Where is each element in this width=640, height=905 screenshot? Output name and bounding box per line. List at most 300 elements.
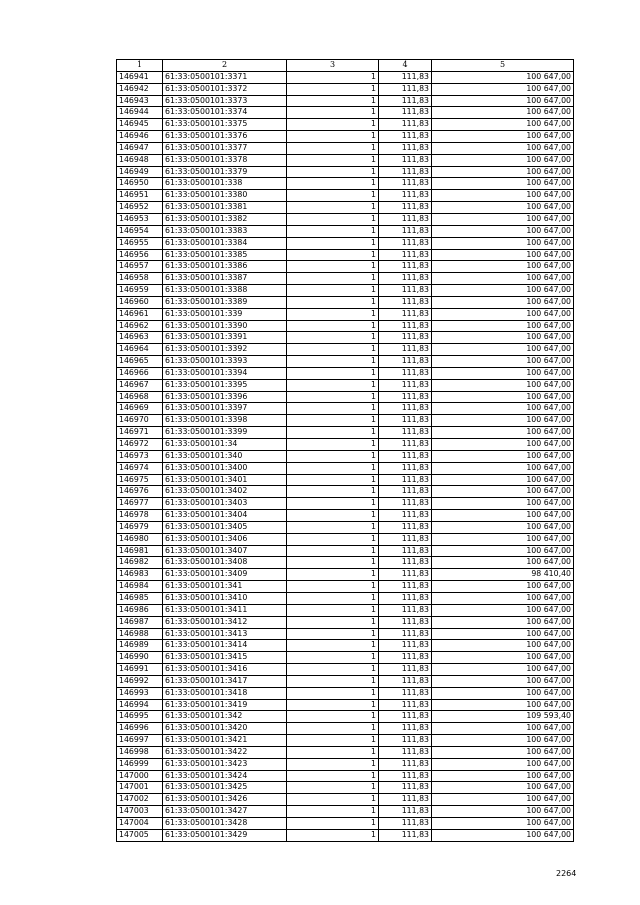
value-cell: 100 647,00 xyxy=(432,818,574,830)
row-number-cell: 146943 xyxy=(117,95,163,107)
value-cell: 100 647,00 xyxy=(432,521,574,533)
cadastral-number-cell: 61:33:0500101:3417 xyxy=(163,675,287,687)
table-row xyxy=(117,308,574,320)
cadastral-number-cell: 61:33:0500101:3405 xyxy=(163,521,287,533)
value-cell: 100 647,00 xyxy=(432,510,574,522)
quantity-cell: 1 xyxy=(287,391,379,403)
area-cell: 111,83 xyxy=(379,190,432,202)
value-cell: 100 647,00 xyxy=(432,628,574,640)
table-row xyxy=(117,95,574,107)
area-cell: 111,83 xyxy=(379,829,432,841)
quantity-cell: 1 xyxy=(287,237,379,249)
row-number-cell: 146969 xyxy=(117,403,163,415)
area-cell: 111,83 xyxy=(379,616,432,628)
table-row xyxy=(117,664,574,676)
table-row xyxy=(117,344,574,356)
quantity-cell: 1 xyxy=(287,403,379,415)
row-number-cell: 146972 xyxy=(117,439,163,451)
row-number-cell: 146992 xyxy=(117,675,163,687)
quantity-cell: 1 xyxy=(287,356,379,368)
cadastral-number-cell: 61:33:0500101:340 xyxy=(163,450,287,462)
value-cell: 100 647,00 xyxy=(432,237,574,249)
table-row xyxy=(117,782,574,794)
area-cell: 111,83 xyxy=(379,427,432,439)
quantity-cell: 1 xyxy=(287,344,379,356)
cadastral-number-cell: 61:33:0500101:3371 xyxy=(163,71,287,83)
table-row xyxy=(117,439,574,451)
table-row xyxy=(117,178,574,190)
row-number-cell: 146960 xyxy=(117,296,163,308)
row-number-cell: 146973 xyxy=(117,450,163,462)
value-cell: 100 647,00 xyxy=(432,770,574,782)
quantity-cell: 1 xyxy=(287,628,379,640)
row-number-cell: 146988 xyxy=(117,628,163,640)
value-cell: 100 647,00 xyxy=(432,107,574,119)
row-number-cell: 146998 xyxy=(117,746,163,758)
table-row xyxy=(117,154,574,166)
cadastral-number-cell: 61:33:0500101:3420 xyxy=(163,723,287,735)
cadastral-number-cell: 61:33:0500101:3419 xyxy=(163,699,287,711)
quantity-cell: 1 xyxy=(287,818,379,830)
cadastral-number-cell: 61:33:0500101:3396 xyxy=(163,391,287,403)
quantity-cell: 1 xyxy=(287,498,379,510)
cadastral-number-cell: 61:33:0500101:3415 xyxy=(163,652,287,664)
quantity-cell: 1 xyxy=(287,154,379,166)
table-row xyxy=(117,794,574,806)
cadastral-number-cell: 61:33:0500101:3412 xyxy=(163,616,287,628)
value-cell: 100 647,00 xyxy=(432,581,574,593)
cadastral-number-cell: 61:33:0500101:3425 xyxy=(163,782,287,794)
value-cell: 100 647,00 xyxy=(432,533,574,545)
quantity-cell: 1 xyxy=(287,675,379,687)
quantity-cell: 1 xyxy=(287,308,379,320)
area-cell: 111,83 xyxy=(379,462,432,474)
value-cell: 100 647,00 xyxy=(432,450,574,462)
cadastral-number-cell: 61:33:0500101:3407 xyxy=(163,545,287,557)
value-cell: 100 647,00 xyxy=(432,794,574,806)
value-cell: 100 647,00 xyxy=(432,699,574,711)
table-row xyxy=(117,746,574,758)
area-cell: 111,83 xyxy=(379,687,432,699)
area-cell: 111,83 xyxy=(379,379,432,391)
value-cell: 100 647,00 xyxy=(432,320,574,332)
cadastral-number-cell: 61:33:0500101:3379 xyxy=(163,166,287,178)
table-row xyxy=(117,462,574,474)
area-cell: 111,83 xyxy=(379,131,432,143)
quantity-cell: 1 xyxy=(287,462,379,474)
cadastral-number-cell: 61:33:0500101:3389 xyxy=(163,296,287,308)
quantity-cell: 1 xyxy=(287,83,379,95)
cadastral-number-cell: 61:33:0500101:3382 xyxy=(163,213,287,225)
value-cell: 100 647,00 xyxy=(432,557,574,569)
area-cell: 111,83 xyxy=(379,474,432,486)
table-row xyxy=(117,202,574,214)
row-number-cell: 146949 xyxy=(117,166,163,178)
cadastral-number-cell: 61:33:0500101:3399 xyxy=(163,427,287,439)
cadastral-number-cell: 61:33:0500101:3381 xyxy=(163,202,287,214)
quantity-cell: 1 xyxy=(287,225,379,237)
value-cell: 100 647,00 xyxy=(432,829,574,841)
table-row xyxy=(117,699,574,711)
cadastral-number-cell: 61:33:0500101:3416 xyxy=(163,664,287,676)
table-row xyxy=(117,367,574,379)
table-body xyxy=(117,71,574,841)
table-row xyxy=(117,261,574,273)
quantity-cell: 1 xyxy=(287,533,379,545)
cadastral-number-cell: 61:33:0500101:3380 xyxy=(163,190,287,202)
value-cell: 100 647,00 xyxy=(432,498,574,510)
area-cell: 111,83 xyxy=(379,723,432,735)
cadastral-number-cell: 61:33:0500101:3394 xyxy=(163,367,287,379)
table-row xyxy=(117,356,574,368)
value-cell: 100 647,00 xyxy=(432,225,574,237)
row-number-cell: 146942 xyxy=(117,83,163,95)
area-cell: 111,83 xyxy=(379,699,432,711)
quantity-cell: 1 xyxy=(287,379,379,391)
value-cell: 100 647,00 xyxy=(432,296,574,308)
table-row xyxy=(117,474,574,486)
column-header-4: 4 xyxy=(379,60,432,72)
cadastral-number-cell: 61:33:0500101:3402 xyxy=(163,486,287,498)
row-number-cell: 146981 xyxy=(117,545,163,557)
cadastral-number-cell: 61:33:0500101:3427 xyxy=(163,806,287,818)
area-cell: 111,83 xyxy=(379,664,432,676)
row-number-cell: 146952 xyxy=(117,202,163,214)
area-cell: 111,83 xyxy=(379,806,432,818)
table-row xyxy=(117,604,574,616)
table-row xyxy=(117,510,574,522)
quantity-cell: 1 xyxy=(287,794,379,806)
area-cell: 111,83 xyxy=(379,628,432,640)
cadastral-number-cell: 61:33:0500101:3375 xyxy=(163,119,287,131)
row-number-cell: 146954 xyxy=(117,225,163,237)
cadastral-number-cell: 61:33:0500101:3388 xyxy=(163,285,287,297)
value-cell: 100 647,00 xyxy=(432,166,574,178)
quantity-cell: 1 xyxy=(287,521,379,533)
area-cell: 111,83 xyxy=(379,675,432,687)
row-number-cell: 147003 xyxy=(117,806,163,818)
area-cell: 111,83 xyxy=(379,770,432,782)
row-number-cell: 146979 xyxy=(117,521,163,533)
table-row xyxy=(117,533,574,545)
quantity-cell: 1 xyxy=(287,723,379,735)
row-number-cell: 147005 xyxy=(117,829,163,841)
column-header-1: 1 xyxy=(117,60,163,72)
cadastral-number-cell: 61:33:0500101:3386 xyxy=(163,261,287,273)
table-row xyxy=(117,225,574,237)
row-number-cell: 146996 xyxy=(117,723,163,735)
table-row xyxy=(117,379,574,391)
quantity-cell: 1 xyxy=(287,119,379,131)
quantity-cell: 1 xyxy=(287,604,379,616)
column-header-3: 3 xyxy=(287,60,379,72)
row-number-cell: 146971 xyxy=(117,427,163,439)
cadastral-number-cell: 61:33:0500101:342 xyxy=(163,711,287,723)
cadastral-number-cell: 61:33:0500101:3374 xyxy=(163,107,287,119)
quantity-cell: 1 xyxy=(287,131,379,143)
value-cell: 100 647,00 xyxy=(432,178,574,190)
row-number-cell: 146985 xyxy=(117,592,163,604)
row-number-cell: 146977 xyxy=(117,498,163,510)
row-number-cell: 146966 xyxy=(117,367,163,379)
area-cell: 111,83 xyxy=(379,782,432,794)
value-cell: 100 647,00 xyxy=(432,403,574,415)
cadastral-number-cell: 61:33:0500101:3408 xyxy=(163,557,287,569)
value-cell: 100 647,00 xyxy=(432,592,574,604)
row-number-cell: 146941 xyxy=(117,71,163,83)
table-row xyxy=(117,711,574,723)
table-row xyxy=(117,332,574,344)
area-cell: 111,83 xyxy=(379,545,432,557)
area-cell: 111,83 xyxy=(379,450,432,462)
area-cell: 111,83 xyxy=(379,746,432,758)
area-cell: 111,83 xyxy=(379,225,432,237)
row-number-cell: 146962 xyxy=(117,320,163,332)
table-row xyxy=(117,285,574,297)
area-cell: 111,83 xyxy=(379,213,432,225)
cadastral-number-cell: 61:33:0500101:3373 xyxy=(163,95,287,107)
cadastral-number-cell: 61:33:0500101:3398 xyxy=(163,415,287,427)
row-number-cell: 146945 xyxy=(117,119,163,131)
area-cell: 111,83 xyxy=(379,557,432,569)
data-table xyxy=(116,59,574,842)
row-number-cell: 146965 xyxy=(117,356,163,368)
value-cell: 100 647,00 xyxy=(432,604,574,616)
value-cell: 100 647,00 xyxy=(432,83,574,95)
row-number-cell: 147001 xyxy=(117,782,163,794)
row-number-cell: 146968 xyxy=(117,391,163,403)
cadastral-number-cell: 61:33:0500101:3410 xyxy=(163,592,287,604)
table-row xyxy=(117,735,574,747)
area-cell: 111,83 xyxy=(379,237,432,249)
table-row xyxy=(117,450,574,462)
quantity-cell: 1 xyxy=(287,545,379,557)
cadastral-number-cell: 61:33:0500101:3409 xyxy=(163,569,287,581)
quantity-cell: 1 xyxy=(287,640,379,652)
quantity-cell: 1 xyxy=(287,249,379,261)
quantity-cell: 1 xyxy=(287,758,379,770)
area-cell: 111,83 xyxy=(379,166,432,178)
quantity-cell: 1 xyxy=(287,178,379,190)
area-cell: 111,83 xyxy=(379,296,432,308)
table-row xyxy=(117,806,574,818)
cadastral-number-cell: 61:33:0500101:3418 xyxy=(163,687,287,699)
table-row xyxy=(117,545,574,557)
row-number-cell: 146950 xyxy=(117,178,163,190)
area-cell: 111,83 xyxy=(379,154,432,166)
cadastral-number-cell: 61:33:0500101:3403 xyxy=(163,498,287,510)
area-cell: 111,83 xyxy=(379,569,432,581)
quantity-cell: 1 xyxy=(287,367,379,379)
quantity-cell: 1 xyxy=(287,107,379,119)
cadastral-number-cell: 61:33:0500101:3411 xyxy=(163,604,287,616)
row-number-cell: 146983 xyxy=(117,569,163,581)
row-number-cell: 146978 xyxy=(117,510,163,522)
cadastral-number-cell: 61:33:0500101:3426 xyxy=(163,794,287,806)
value-cell: 100 647,00 xyxy=(432,758,574,770)
area-cell: 111,83 xyxy=(379,498,432,510)
table-row xyxy=(117,829,574,841)
cadastral-number-cell: 61:33:0500101:3414 xyxy=(163,640,287,652)
row-number-cell: 146984 xyxy=(117,581,163,593)
cadastral-number-cell: 61:33:0500101:341 xyxy=(163,581,287,593)
table-row xyxy=(117,119,574,131)
page-number: 2264 xyxy=(556,869,577,878)
value-cell: 100 647,00 xyxy=(432,664,574,676)
row-number-cell: 146986 xyxy=(117,604,163,616)
quantity-cell: 1 xyxy=(287,474,379,486)
row-number-cell: 146944 xyxy=(117,107,163,119)
quantity-cell: 1 xyxy=(287,581,379,593)
table-row xyxy=(117,616,574,628)
area-cell: 111,83 xyxy=(379,439,432,451)
cadastral-number-cell: 61:33:0500101:3377 xyxy=(163,142,287,154)
quantity-cell: 1 xyxy=(287,592,379,604)
cadastral-number-cell: 61:33:0500101:3424 xyxy=(163,770,287,782)
table-row xyxy=(117,190,574,202)
area-cell: 111,83 xyxy=(379,332,432,344)
quantity-cell: 1 xyxy=(287,569,379,581)
table-row xyxy=(117,249,574,261)
value-cell: 100 647,00 xyxy=(432,202,574,214)
quantity-cell: 1 xyxy=(287,510,379,522)
row-number-cell: 146961 xyxy=(117,308,163,320)
cadastral-number-cell: 61:33:0500101:3429 xyxy=(163,829,287,841)
value-cell: 109 593,40 xyxy=(432,711,574,723)
value-cell: 100 647,00 xyxy=(432,427,574,439)
value-cell: 100 647,00 xyxy=(432,545,574,557)
table-row xyxy=(117,403,574,415)
area-cell: 111,83 xyxy=(379,142,432,154)
quantity-cell: 1 xyxy=(287,699,379,711)
row-number-cell: 146958 xyxy=(117,273,163,285)
value-cell: 100 647,00 xyxy=(432,746,574,758)
cadastral-number-cell: 61:33:0500101:3406 xyxy=(163,533,287,545)
table-row xyxy=(117,569,574,581)
row-number-cell: 146970 xyxy=(117,415,163,427)
area-cell: 111,83 xyxy=(379,711,432,723)
table-row xyxy=(117,521,574,533)
quantity-cell: 1 xyxy=(287,166,379,178)
value-cell: 100 647,00 xyxy=(432,154,574,166)
row-number-cell: 146957 xyxy=(117,261,163,273)
value-cell: 100 647,00 xyxy=(432,735,574,747)
area-cell: 111,83 xyxy=(379,344,432,356)
area-cell: 111,83 xyxy=(379,178,432,190)
area-cell: 111,83 xyxy=(379,71,432,83)
quantity-cell: 1 xyxy=(287,450,379,462)
value-cell: 100 647,00 xyxy=(432,806,574,818)
quantity-cell: 1 xyxy=(287,320,379,332)
area-cell: 111,83 xyxy=(379,592,432,604)
quantity-cell: 1 xyxy=(287,557,379,569)
area-cell: 111,83 xyxy=(379,119,432,131)
row-number-cell: 146999 xyxy=(117,758,163,770)
value-cell: 100 647,00 xyxy=(432,675,574,687)
value-cell: 100 647,00 xyxy=(432,782,574,794)
table-row xyxy=(117,415,574,427)
cadastral-number-cell: 61:33:0500101:3391 xyxy=(163,332,287,344)
table-row xyxy=(117,427,574,439)
table-row xyxy=(117,758,574,770)
area-cell: 111,83 xyxy=(379,320,432,332)
quantity-cell: 1 xyxy=(287,285,379,297)
area-cell: 111,83 xyxy=(379,391,432,403)
row-number-cell: 147004 xyxy=(117,818,163,830)
value-cell: 100 647,00 xyxy=(432,652,574,664)
row-number-cell: 146982 xyxy=(117,557,163,569)
cadastral-number-cell: 61:33:0500101:3383 xyxy=(163,225,287,237)
row-number-cell: 146964 xyxy=(117,344,163,356)
area-cell: 111,83 xyxy=(379,735,432,747)
row-number-cell: 146946 xyxy=(117,131,163,143)
area-cell: 111,83 xyxy=(379,533,432,545)
cadastral-number-cell: 61:33:0500101:3397 xyxy=(163,403,287,415)
row-number-cell: 146993 xyxy=(117,687,163,699)
table-row xyxy=(117,628,574,640)
value-cell: 100 647,00 xyxy=(432,95,574,107)
area-cell: 111,83 xyxy=(379,249,432,261)
value-cell: 100 647,00 xyxy=(432,213,574,225)
table-row xyxy=(117,557,574,569)
value-cell: 100 647,00 xyxy=(432,142,574,154)
value-cell: 100 647,00 xyxy=(432,415,574,427)
row-number-cell: 146974 xyxy=(117,462,163,474)
area-cell: 111,83 xyxy=(379,818,432,830)
column-header-2: 2 xyxy=(163,60,287,72)
area-cell: 111,83 xyxy=(379,356,432,368)
row-number-cell: 147002 xyxy=(117,794,163,806)
cadastral-number-cell: 61:33:0500101:3376 xyxy=(163,131,287,143)
cadastral-number-cell: 61:33:0500101:3413 xyxy=(163,628,287,640)
cadastral-number-cell: 61:33:0500101:3400 xyxy=(163,462,287,474)
row-number-cell: 146976 xyxy=(117,486,163,498)
cadastral-number-cell: 61:33:0500101:3428 xyxy=(163,818,287,830)
value-cell: 100 647,00 xyxy=(432,723,574,735)
value-cell: 100 647,00 xyxy=(432,462,574,474)
row-number-cell: 146975 xyxy=(117,474,163,486)
quantity-cell: 1 xyxy=(287,71,379,83)
value-cell: 100 647,00 xyxy=(432,367,574,379)
quantity-cell: 1 xyxy=(287,273,379,285)
area-cell: 111,83 xyxy=(379,415,432,427)
area-cell: 111,83 xyxy=(379,758,432,770)
row-number-cell: 146967 xyxy=(117,379,163,391)
quantity-cell: 1 xyxy=(287,735,379,747)
table-row xyxy=(117,687,574,699)
row-number-cell: 146963 xyxy=(117,332,163,344)
table-row xyxy=(117,237,574,249)
table-row xyxy=(117,581,574,593)
row-number-cell: 146955 xyxy=(117,237,163,249)
row-number-cell: 147000 xyxy=(117,770,163,782)
cadastral-number-cell: 61:33:0500101:34 xyxy=(163,439,287,451)
area-cell: 111,83 xyxy=(379,202,432,214)
table-row xyxy=(117,652,574,664)
table-row xyxy=(117,131,574,143)
quantity-cell: 1 xyxy=(287,806,379,818)
quantity-cell: 1 xyxy=(287,95,379,107)
value-cell: 100 647,00 xyxy=(432,687,574,699)
quantity-cell: 1 xyxy=(287,711,379,723)
quantity-cell: 1 xyxy=(287,427,379,439)
area-cell: 111,83 xyxy=(379,521,432,533)
table-row xyxy=(117,320,574,332)
cadastral-number-cell: 61:33:0500101:3390 xyxy=(163,320,287,332)
area-cell: 111,83 xyxy=(379,308,432,320)
value-cell: 100 647,00 xyxy=(432,391,574,403)
area-cell: 111,83 xyxy=(379,83,432,95)
